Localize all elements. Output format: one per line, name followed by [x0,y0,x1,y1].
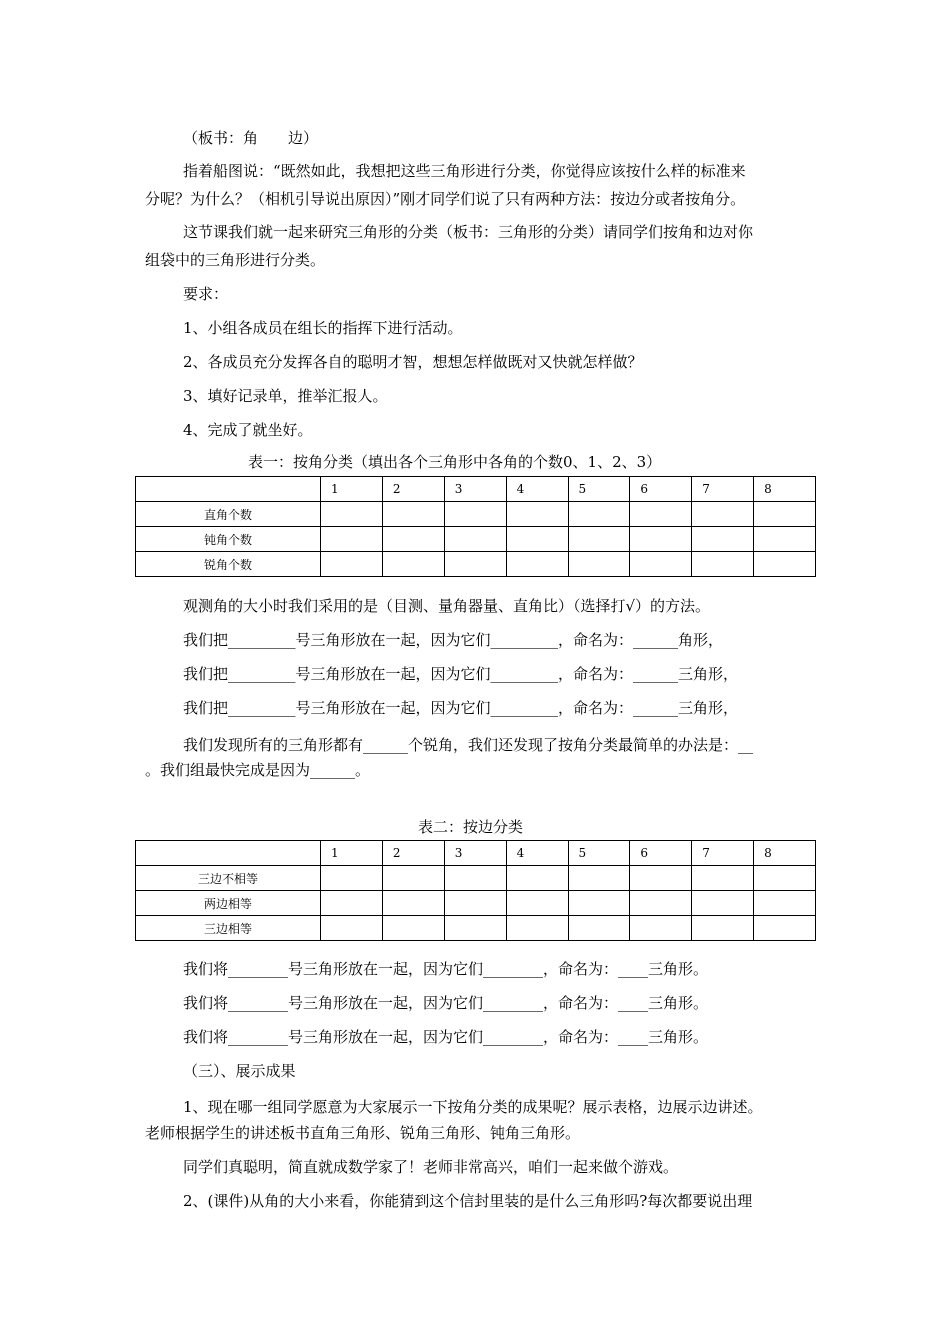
column-header: 2 [382,477,444,502]
fill-in-line: 我们把_________号三角形放在一起，因为它们_________，命名为：______角形， [183,631,724,649]
entry-cell[interactable] [382,552,444,577]
entry-cell[interactable] [692,527,754,552]
fill-in-line: 我们将________号三角形放在一起，因为它们________，命名为：____三角形。 [183,960,709,978]
paragraph-line: 指着船图说：“既然如此，我想把这些三角形进行分类，你觉得应该按什么样的标准来 [183,162,746,180]
column-header: 8 [754,841,816,866]
table-row [136,552,816,577]
paragraph-line: 2、(课件)从角的大小来看，你能猜到这个信封里装的是什么三角形吗?每次都要说出理 [183,1192,753,1210]
entry-cell[interactable] [630,552,692,577]
entry-cell[interactable] [692,552,754,577]
fill-in-line: 我们将________号三角形放在一起，因为它们________，命名为：____三角形。 [183,994,709,1012]
column-header: 3 [444,477,506,502]
column-header: 7 [692,477,754,502]
table-row [136,866,816,891]
entry-cell[interactable] [568,527,630,552]
entry-cell[interactable] [568,891,630,916]
table2-caption: 表二：按边分类 [418,818,524,836]
fill-in-line: 我们把_________号三角形放在一起，因为它们_________，命名为：______三角形， [183,665,739,683]
angle-classification-table [135,476,816,577]
column-header: 8 [754,477,816,502]
requirements-heading: 要求： [183,285,229,303]
entry-cell[interactable] [506,552,568,577]
table-row [136,502,816,527]
entry-cell[interactable] [382,527,444,552]
method-line: 观测角的大小时我们采用的是（目测、量角器量、直角比）（选择打√）的方法。 [183,597,711,615]
table-corner-cell [136,477,321,502]
entry-cell[interactable] [321,891,383,916]
entry-cell[interactable] [382,891,444,916]
table-header-row [136,841,816,866]
table-corner-cell [136,841,321,866]
requirement-item: 1、小组各成员在组长的指挥下进行活动。 [183,319,463,337]
entry-cell[interactable] [568,552,630,577]
table1-caption: 表一：按角分类（填出各个三角形中各角的个数0、1、2、3） [248,453,662,471]
entry-cell[interactable] [568,916,630,941]
column-header: 4 [506,841,568,866]
column-header: 1 [321,477,383,502]
entry-cell[interactable] [506,866,568,891]
column-header: 2 [382,841,444,866]
side-classification-table [135,840,816,941]
entry-cell[interactable] [754,552,816,577]
entry-cell[interactable] [444,866,506,891]
column-header: 5 [568,841,630,866]
row-label: 锐角个数 [136,552,321,577]
paragraph-line: 1、现在哪一组同学愿意为大家展示一下按角分类的成果呢？展示表格，边展示边讲述。 [183,1098,763,1116]
entry-cell[interactable] [506,502,568,527]
column-header: 6 [630,841,692,866]
entry-cell[interactable] [321,866,383,891]
row-label: 三边相等 [136,916,321,941]
row-label: 两边相等 [136,891,321,916]
table-row [136,527,816,552]
row-label: 三边不相等 [136,866,321,891]
entry-cell[interactable] [692,502,754,527]
entry-cell[interactable] [444,891,506,916]
table-row [136,916,816,941]
column-header: 5 [568,477,630,502]
entry-cell[interactable] [692,866,754,891]
fill-in-line: 我们发现所有的三角形都有______个锐角，我们还发现了按角分类最简单的办法是：__ [183,736,754,754]
paragraph-line: 分呢？为什么？（相机引导说出原因）”刚才同学们说了只有两种方法：按边分或者按角分。 [145,190,746,208]
entry-cell[interactable] [754,891,816,916]
fill-in-line: 我们将________号三角形放在一起，因为它们________，命名为：____三角形。 [183,1028,709,1046]
entry-cell[interactable] [382,502,444,527]
entry-cell[interactable] [754,527,816,552]
section-heading: （三）、展示成果 [183,1062,296,1080]
column-header: 7 [692,841,754,866]
entry-cell[interactable] [382,916,444,941]
entry-cell[interactable] [321,552,383,577]
entry-cell[interactable] [444,916,506,941]
entry-cell[interactable] [630,527,692,552]
column-header: 3 [444,841,506,866]
entry-cell[interactable] [321,527,383,552]
fill-in-line: 我们把_________号三角形放在一起，因为它们_________，命名为：______三角形， [183,699,739,717]
entry-cell[interactable] [382,866,444,891]
paragraph-line: 老师根据学生的讲述板书直角三角形、锐角三角形、钝角三角形。 [145,1124,581,1142]
entry-cell[interactable] [692,891,754,916]
paragraph-line: 这节课我们就一起来研究三角形的分类（板书：三角形的分类）请同学们按角和边对你 [183,223,754,241]
entry-cell[interactable] [754,502,816,527]
entry-cell[interactable] [630,891,692,916]
entry-cell[interactable] [630,916,692,941]
column-header: 6 [630,477,692,502]
table-header-row [136,477,816,502]
column-header: 1 [321,841,383,866]
entry-cell[interactable] [692,916,754,941]
row-label: 钝角个数 [136,527,321,552]
entry-cell[interactable] [754,916,816,941]
row-label: 直角个数 [136,502,321,527]
entry-cell[interactable] [754,866,816,891]
entry-cell[interactable] [506,527,568,552]
entry-cell[interactable] [444,527,506,552]
requirement-item: 4、完成了就坐好。 [183,421,313,439]
fill-in-line: 。我们组最快完成是因为______。 [145,761,371,779]
requirement-item: 3、填好记录单，推举汇报人。 [183,387,388,405]
entry-cell[interactable] [444,552,506,577]
entry-cell[interactable] [506,891,568,916]
board-note: （板书：角 边） [183,129,319,147]
paragraph-line: 组袋中的三角形进行分类。 [145,251,326,269]
paragraph-line: 同学们真聪明，简直就成数学家了！老师非常高兴，咱们一起来做个游戏。 [183,1158,679,1176]
column-header: 4 [506,477,568,502]
entry-cell[interactable] [444,502,506,527]
entry-cell[interactable] [321,916,383,941]
entry-cell[interactable] [568,866,630,891]
requirement-item: 2、各成员充分发挥各自的聪明才智，想想怎样做既对又快就怎样做？ [183,353,643,371]
entry-cell[interactable] [506,916,568,941]
table-row [136,891,816,916]
entry-cell[interactable] [321,502,383,527]
entry-cell[interactable] [630,502,692,527]
entry-cell[interactable] [630,866,692,891]
entry-cell[interactable] [568,502,630,527]
